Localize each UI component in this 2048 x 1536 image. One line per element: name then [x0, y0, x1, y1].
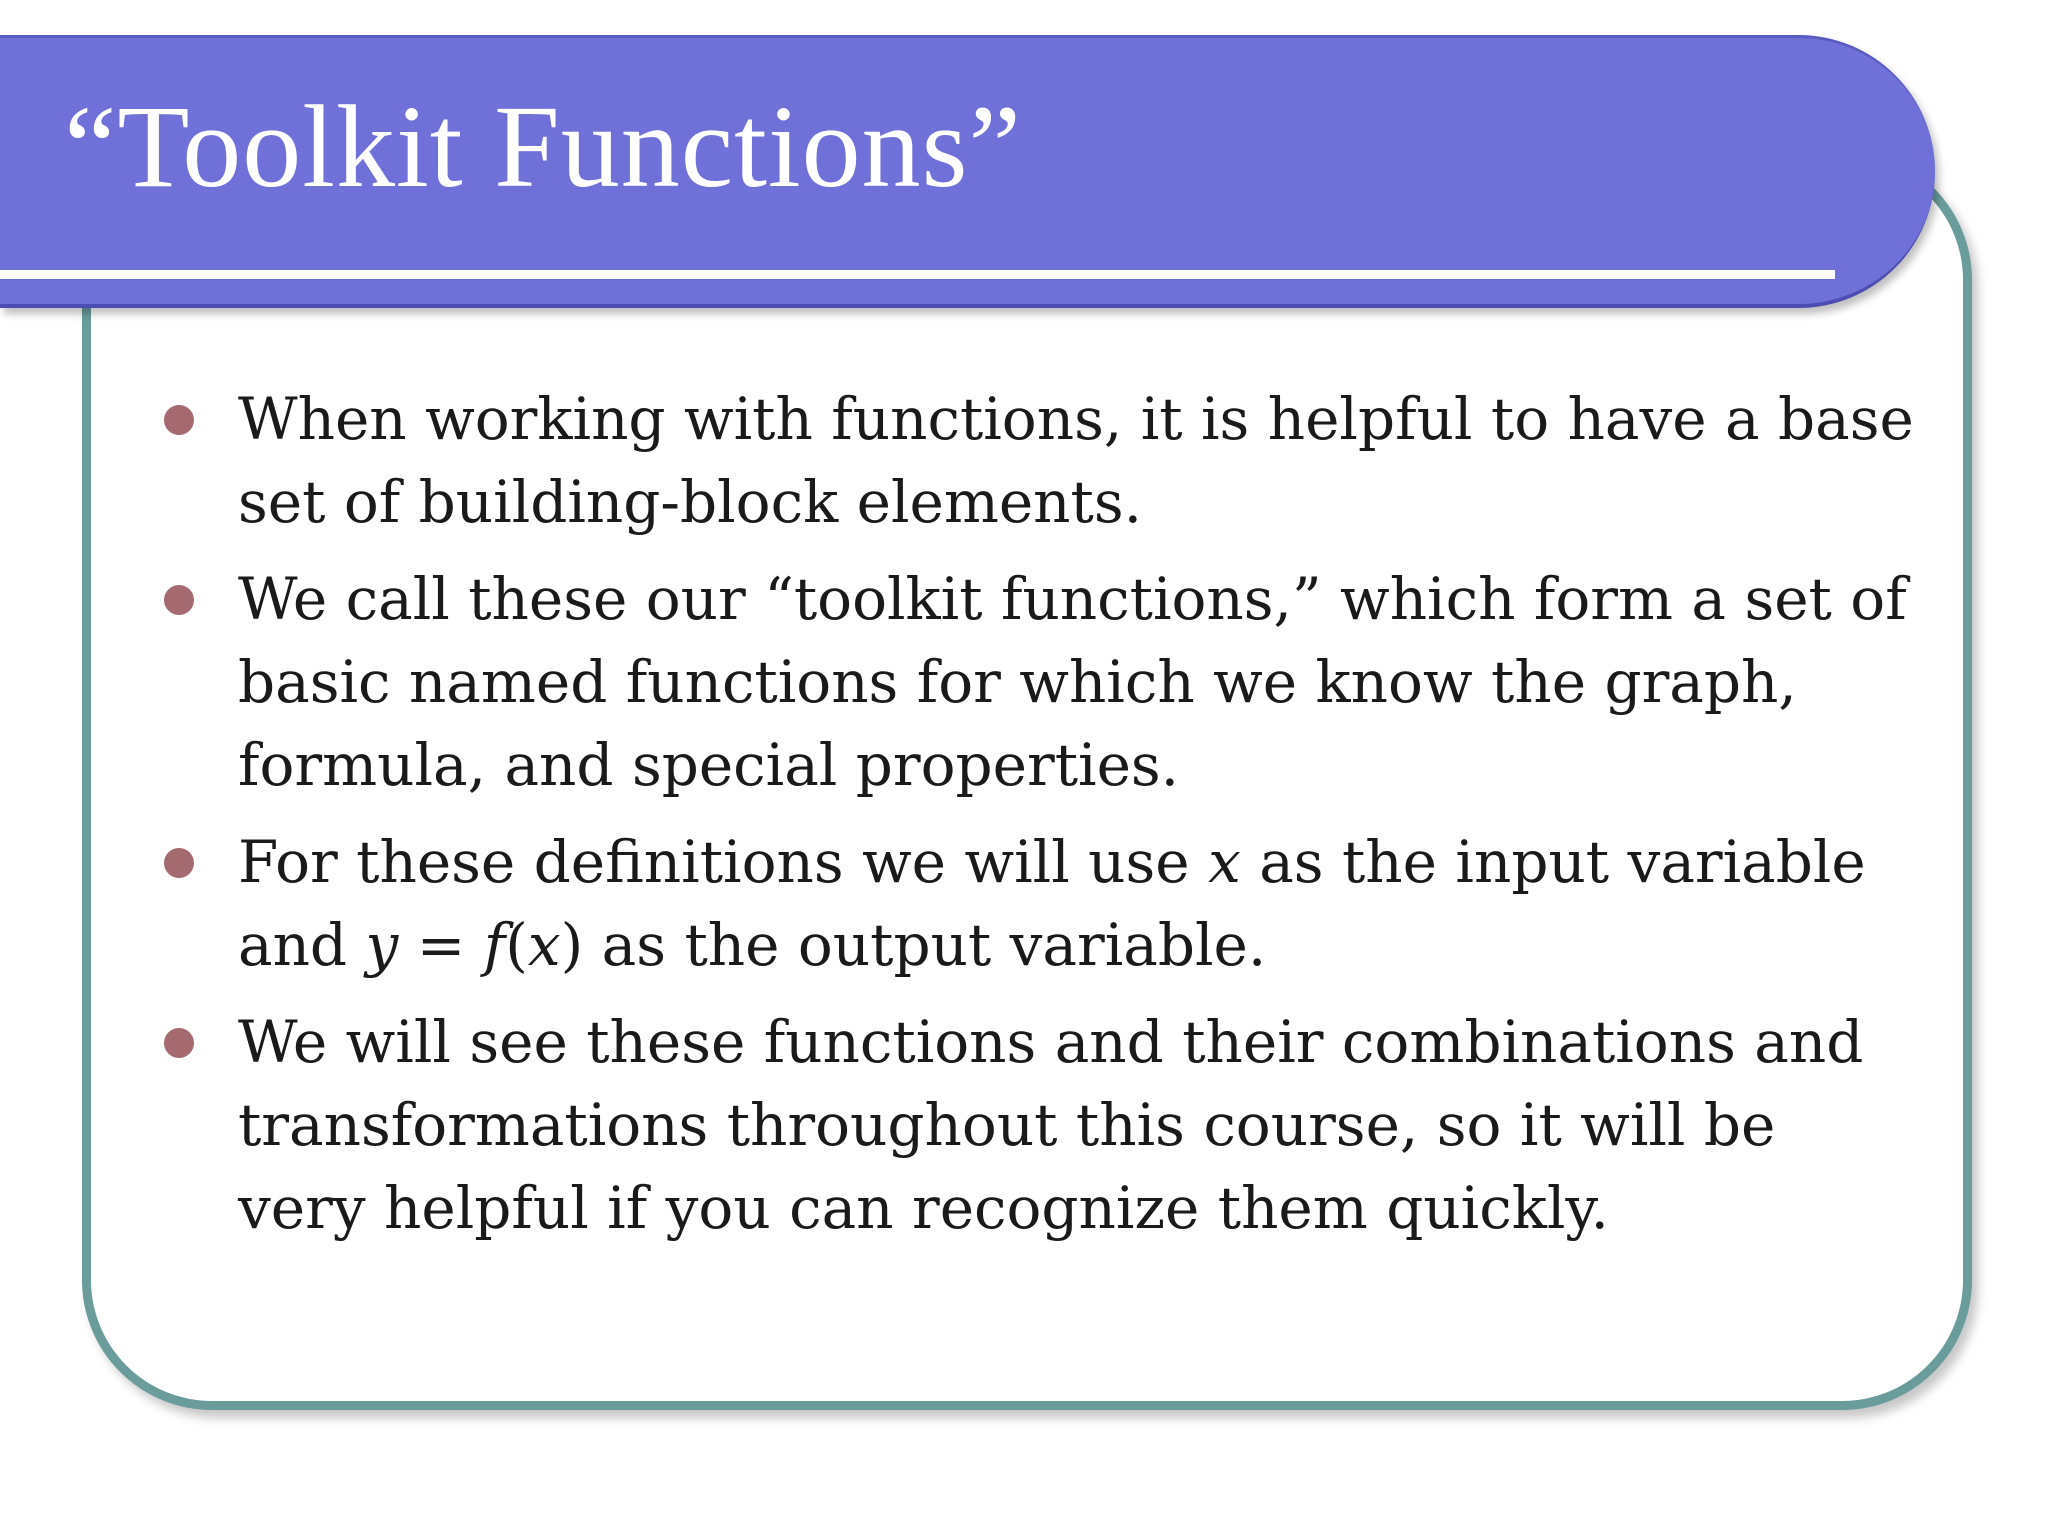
text-segment: (: [505, 911, 528, 979]
bullet-icon: [164, 405, 194, 435]
bullet-icon: [164, 848, 194, 878]
text-segment: For these definitions we will use: [238, 828, 1209, 896]
bullet-item: [160, 821, 1920, 987]
bullet-text: We call these our “toolkit functions,” which form a set of basic named functions for which we know the graph, formula, and special properties.: [238, 565, 1907, 799]
math-variable-x: x: [527, 911, 561, 979]
title-underline: [0, 270, 1835, 279]
bullet-text: [238, 828, 1866, 979]
text-segment: ) as the output variable.: [560, 911, 1267, 979]
bullet-item: [160, 378, 1920, 544]
text-segment: =: [398, 911, 484, 979]
bullet-item: [160, 558, 1920, 807]
bullet-list: [160, 378, 1920, 1264]
slide-title: “Toolkit Functions”: [64, 81, 1022, 212]
bullet-item: [160, 1001, 1920, 1250]
bullet-text: When working with functions, it is helpful to have a base set of building-block elements.: [238, 385, 1914, 536]
math-variable-y: y: [365, 911, 399, 979]
math-variable-x: x: [1208, 828, 1241, 896]
bullet-icon: [164, 1028, 194, 1058]
text-segment: as the input variable and: [238, 828, 1866, 979]
bullet-icon: [164, 585, 194, 615]
bullet-text: We will see these functions and their combinations and transformations throughout this course, so it will be very helpful if you can recognize them quickly.: [238, 1008, 1864, 1242]
math-function-f: f: [483, 911, 506, 979]
